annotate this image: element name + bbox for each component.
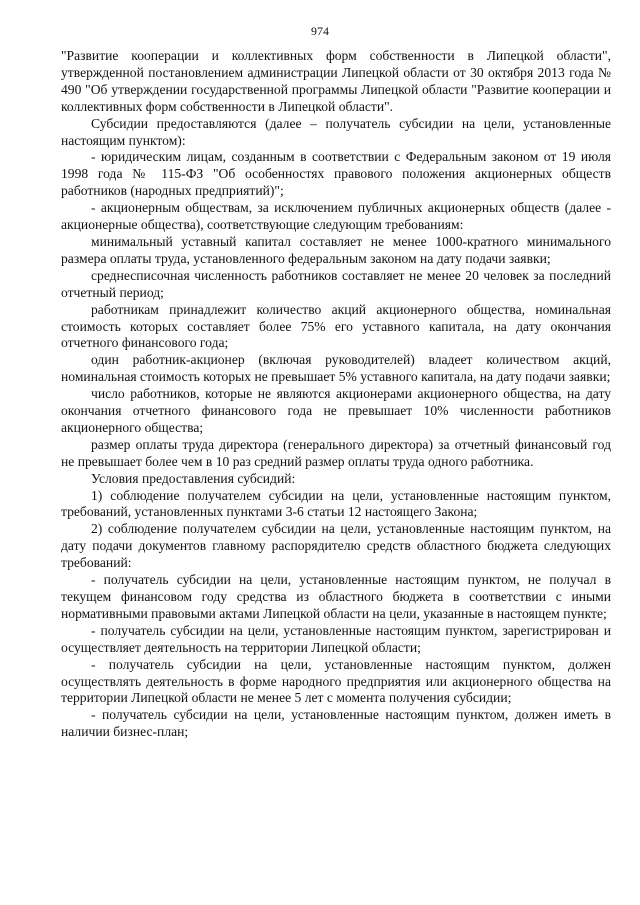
paragraph: - юридическим лицам, созданным в соответствии с Федеральным законом от 19 июля 1998 года № 115-ФЗ "Об особенностях правового положения акционерных обществ работников (народных предприятий)";	[61, 149, 611, 199]
paragraph: - получатель субсидии на цели, установленные настоящим пунктом, должен иметь в наличии бизнес-план;	[61, 707, 611, 740]
paragraph: один работник-акционер (включая руководителей) владеет количеством акций, номинальная стоимость которых не превышает 5% уставного капитала, на дату подачи заявки;	[61, 352, 611, 385]
page-number: 974	[311, 24, 329, 38]
paragraph: число работников, которые не являются акционерами акционерного общества, на дату окончания отчетного финансового года не превышает 10% численности работников акционерного общества;	[61, 386, 611, 435]
paragraph: - акционерным обществам, за исключением публичных акционерных обществ (далее - акционерные общества), соответствующие следующим требованиям:	[61, 200, 611, 233]
paragraph: Условия предоставления субсидий:	[91, 470, 296, 486]
document-body	[61, 48, 611, 741]
paragraph: "Развитие кооперации и коллективных форм собственности в Липецкой области", утвержденной постановлением администрации Липецкой области от 30 октября 2013 года № 490 "Об утверждении государственной программы Липецкой области "Развитие кооперации и коллективных форм собственности в Липецкой области".	[61, 48, 611, 114]
paragraph: среднесписочная численность работников составляет не менее 20 человек за последний отчетный период;	[61, 267, 611, 300]
paragraph: работникам принадлежит количество акций акционерного общества, номинальная стоимость которых составляет более 75% его уставного капитала, на дату окончания отчетного финансового года;	[61, 301, 611, 351]
paragraph: 2) соблюдение получателем субсидии на цели, установленные настоящим пунктом, на дату подачи документов главному распорядителю средств областного бюджета следующих требований:	[61, 521, 611, 571]
paragraph: минимальный уставный капитал составляет не менее 1000-кратного минимального размера оплаты труда, установленного федеральным законом на дату подачи заявки;	[61, 233, 611, 266]
paragraph: - получатель субсидии на цели, установленные настоящим пунктом, должен осуществлять деятельность в форме народного предприятия или акционерного общества на территории Липецкой области не менее 5 лет с момента получения субсидии;	[61, 656, 611, 706]
paragraph: - получатель субсидии на цели, установленные настоящим пунктом, не получал в текущем финансовом году средства из областного бюджета в соответствии с иными нормативными правовыми актами Липецкой области на цели, указанные в настоящем пункте;	[61, 572, 611, 621]
paragraph: Субсидии предоставляются (далее – получатель субсидии на цели, установленные настоящим пунктом):	[61, 115, 611, 148]
paragraph: 1) соблюдение получателем субсидии на цели, установленные настоящим пунктом, требований, установленных пунктами 3-6 статьи 12 настоящего Закона;	[61, 487, 611, 520]
paragraph: - получатель субсидии на цели, установленные настоящим пунктом, зарегистрирован и осуществляет деятельность на территории Липецкой области;	[61, 622, 611, 655]
paragraph: размер оплаты труда директора (генерального директора) за отчетный финансовый год не превышает более чем в 10 раз средний размер оплаты труда одного работника.	[61, 436, 611, 469]
